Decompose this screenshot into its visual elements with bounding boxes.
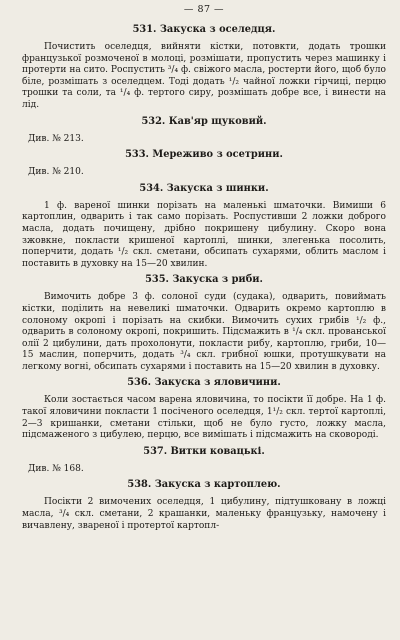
recipe-536 — [22, 377, 386, 441]
recipe-531 — [22, 24, 386, 112]
recipe-text: Коли зостається часом варена яловичина, то посікти її добре. На 1 ф. такої яловичини покласти 1 посіченого оселедця, 1¹/₂ скл. тертої картоплі, 2—3 кришанки, сметани стільки, щоб не було густо, ложку масла, підсмаженого з цибулею, перцю, все вимішать і підсмажить на сковороді. — [22, 395, 386, 441]
recipe-534 — [22, 183, 386, 271]
recipe-text: 1 ф. вареної шинки порізать на маленькі шматочки. Вимиши 6 картоплин, одварить і так само порізать. Роспустивши 2 ложки доброго масла, додать почищену, дрібно покришену цибулину. Скоро вона зжовкне, покласти кришеної картоплі, шинки, злегенька посолить, поперчити, додать ¹/₂ скл. сметани, обсипать сухарями, облить маслом і поставить в духовку на 15—20 хвилин. — [22, 200, 386, 269]
recipe-title: 536. Закуска з яловичини. — [127, 377, 281, 389]
recipe-title: 532. Кав'яр щуковий. — [141, 115, 267, 127]
recipe-text: Посікти 2 вимочених оселедця, 1 цибулину, підтушковану в ложці масла, ³/₄ скл. сметани, 2 крашанки, маленьку французьку, намочену і вичавлену, звареної і протертої картопл- — [22, 497, 386, 531]
page-number: — 87 — — [183, 4, 225, 15]
recipe-537 — [22, 446, 386, 476]
recipe-reference: Див. № 210. — [28, 167, 84, 178]
recipe-title: 531. Закуска з оселедця. — [132, 24, 276, 35]
recipe-title: 538. Закуска з картоплею. — [127, 479, 281, 491]
recipe-title: 533. Мереживо з осетрини. — [125, 149, 283, 161]
recipe-538 — [22, 479, 386, 532]
recipe-reference: Див. № 168. — [28, 463, 84, 474]
recipe-535 — [22, 274, 386, 373]
recipe-title: 537. Витки ковацькі. — [143, 445, 265, 457]
recipe-title: 535. Закуска з риби. — [145, 274, 263, 286]
recipe-532 — [22, 116, 386, 146]
recipe-text: Почистить оселедця, вийняти кістки, потовкти, додать трошки французької розмоченої в молоці, розмішати, пропустить через машинку і протерти на сито. Роспустить ³/₄ ф. свіжого масла, ростерти його, щоб було біле, розмішать з оселедцем. Тоді додать ¹/₂ чайної ложки гірчиці, перцю трошки та соли, та ¹/₄ ф. тертого сиру, розмішать добре все, і винести на лід. — [22, 42, 386, 110]
recipe-text: Вимочить добре 3 ф. солоної суди (судака), одварить, повиймать кістки, поділить на невеликі шматочки. Одварить окремо картоплю в солоному окропі і порізать на скибки. Вимочить сухих грибів ¹/₂ ф., одварить в солоному окропі, покришить. Підсмажить в ¹/₄ скл. прованської олії 2 цибулини, дать прохолонути, покласти рибу, картоплю, гриби, 10—15 маслин, поперчить, додать ³/₄ скл. грибної юшки, протушкувати на легкому вогні, обсипать сухарями і поставить на 15—20 хвилин в духовку. — [22, 292, 386, 372]
recipe-reference: Див. № 213. — [28, 133, 84, 144]
recipe-title: 534. Закуска з шинки. — [139, 182, 269, 194]
recipe-533 — [22, 149, 386, 179]
